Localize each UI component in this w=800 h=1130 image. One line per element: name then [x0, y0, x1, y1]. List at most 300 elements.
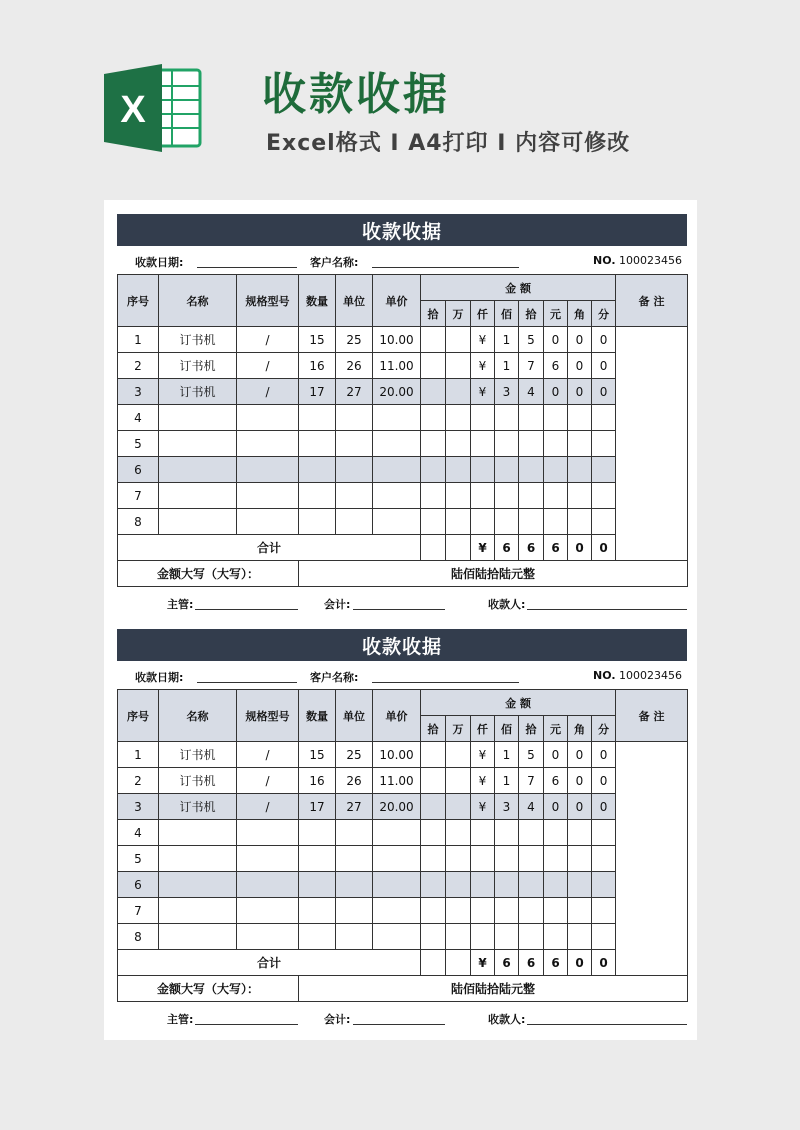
date-label: 收款日期: [135, 671, 184, 684]
cell-digit[interactable] [568, 820, 592, 846]
table-row [118, 820, 688, 846]
total-digit: 0 [568, 535, 592, 561]
cell-unit[interactable] [336, 820, 373, 846]
cell-digit[interactable] [568, 509, 592, 535]
cell-digit[interactable] [421, 768, 446, 794]
cell-qty[interactable] [299, 872, 336, 898]
cell-spec[interactable]: / [237, 353, 299, 379]
cell-digit[interactable] [592, 872, 616, 898]
cell-digit[interactable] [446, 353, 471, 379]
cell-price[interactable] [373, 509, 421, 535]
cell-seq: 4 [118, 405, 159, 431]
cell-unit[interactable]: 27 [336, 794, 373, 820]
cell-digit[interactable] [421, 794, 446, 820]
cell-unit[interactable] [336, 846, 373, 872]
cell-price[interactable] [373, 898, 421, 924]
cell-digit[interactable] [519, 872, 544, 898]
cell-digit[interactable] [471, 898, 495, 924]
cell-name[interactable] [159, 820, 237, 846]
cell-digit[interactable] [446, 872, 471, 898]
cell-digit[interactable] [495, 820, 519, 846]
col-header-qty: 数量 [299, 690, 336, 742]
cell-seq: 2 [118, 768, 159, 794]
cell-digit[interactable]: 0 [568, 327, 592, 353]
page-subtitle: Excel格式 I A4打印 I 内容可修改 [266, 131, 631, 156]
total-digit: 6 [544, 535, 568, 561]
cell-digit[interactable] [446, 742, 471, 768]
cell-digit[interactable]: 1 [495, 327, 519, 353]
customer-field[interactable] [372, 682, 519, 683]
cell-digit[interactable]: 3 [495, 794, 519, 820]
col-header-seq: 序号 [118, 275, 159, 327]
cell-digit[interactable] [421, 405, 446, 431]
cell-digit[interactable] [495, 872, 519, 898]
cell-qty[interactable] [299, 431, 336, 457]
cell-digit[interactable] [495, 457, 519, 483]
cell-spec[interactable]: / [237, 742, 299, 768]
digit-header: 仟 [471, 716, 495, 742]
total-digit: 6 [495, 950, 519, 976]
total-digit [421, 950, 446, 976]
col-header-unit: 单位 [336, 690, 373, 742]
cell-unit[interactable] [336, 483, 373, 509]
receipt-info-row [117, 661, 687, 689]
cell-spec[interactable] [237, 898, 299, 924]
cell-digit[interactable] [471, 483, 495, 509]
cell-name[interactable]: 订书机 [159, 327, 237, 353]
cell-digit[interactable] [544, 509, 568, 535]
cell-digit[interactable] [495, 846, 519, 872]
cell-qty[interactable]: 17 [299, 379, 336, 405]
cell-remark[interactable] [616, 742, 688, 976]
cell-digit[interactable] [519, 509, 544, 535]
cell-digit[interactable]: 0 [568, 768, 592, 794]
payee-field[interactable] [527, 1024, 687, 1025]
cell-digit[interactable]: ¥ [471, 794, 495, 820]
cell-digit[interactable] [544, 924, 568, 950]
cell-digit[interactable]: 0 [592, 794, 616, 820]
table-row [118, 924, 688, 950]
cell-unit[interactable]: 25 [336, 327, 373, 353]
receipt-table [117, 274, 688, 587]
cell-digit[interactable]: 7 [519, 768, 544, 794]
cell-digit[interactable]: 0 [568, 379, 592, 405]
cell-digit[interactable] [568, 457, 592, 483]
cell-unit[interactable]: 26 [336, 768, 373, 794]
cell-name[interactable] [159, 924, 237, 950]
cell-name[interactable] [159, 457, 237, 483]
no-label: NO. [593, 669, 616, 682]
cell-price[interactable] [373, 431, 421, 457]
cell-digit[interactable]: 1 [495, 742, 519, 768]
cell-qty[interactable] [299, 820, 336, 846]
cell-price[interactable]: 20.00 [373, 794, 421, 820]
cell-digit[interactable] [446, 327, 471, 353]
col-header-spec: 规格型号 [237, 275, 299, 327]
cell-remark[interactable] [616, 327, 688, 561]
cell-digit[interactable]: 4 [519, 794, 544, 820]
cell-digit[interactable]: ¥ [471, 379, 495, 405]
cell-price[interactable] [373, 405, 421, 431]
total-row [118, 950, 688, 976]
cell-digit[interactable] [495, 405, 519, 431]
accountant-label: 会计: [324, 598, 351, 611]
digit-header: 元 [544, 716, 568, 742]
cell-digit[interactable]: 7 [519, 353, 544, 379]
cell-digit[interactable] [446, 924, 471, 950]
digit-header: 拾 [519, 301, 544, 327]
total-digit: ¥ [471, 535, 495, 561]
cell-digit[interactable] [568, 431, 592, 457]
cell-digit[interactable] [446, 379, 471, 405]
cell-spec[interactable] [237, 846, 299, 872]
cell-name[interactable] [159, 872, 237, 898]
col-header-unit: 单位 [336, 275, 373, 327]
cell-qty[interactable]: 16 [299, 768, 336, 794]
cell-digit[interactable]: 0 [544, 379, 568, 405]
cell-digit[interactable]: 6 [544, 768, 568, 794]
total-digit [446, 950, 471, 976]
cell-digit[interactable]: 6 [544, 353, 568, 379]
cell-unit[interactable] [336, 405, 373, 431]
cell-qty[interactable]: 15 [299, 327, 336, 353]
cell-digit[interactable] [471, 820, 495, 846]
cell-digit[interactable] [471, 872, 495, 898]
col-header-amount: 金 额 [421, 275, 616, 301]
payee-label: 收款人: [488, 598, 526, 611]
digit-header: 仟 [471, 301, 495, 327]
cell-qty[interactable] [299, 483, 336, 509]
cell-digit[interactable] [421, 820, 446, 846]
cell-digit[interactable]: ¥ [471, 742, 495, 768]
table-row [118, 872, 688, 898]
cell-unit[interactable] [336, 457, 373, 483]
cell-digit[interactable] [446, 768, 471, 794]
cell-qty[interactable] [299, 898, 336, 924]
cell-seq: 3 [118, 379, 159, 405]
cell-seq: 6 [118, 457, 159, 483]
cell-digit[interactable] [592, 483, 616, 509]
cell-digit[interactable] [421, 327, 446, 353]
cell-seq: 8 [118, 924, 159, 950]
cell-digit[interactable]: 0 [592, 742, 616, 768]
cell-digit[interactable]: 0 [544, 742, 568, 768]
cell-digit[interactable] [544, 457, 568, 483]
cell-digit[interactable] [544, 820, 568, 846]
digit-header: 角 [568, 301, 592, 327]
no-value: 100023456 [619, 669, 682, 682]
cell-digit[interactable] [519, 846, 544, 872]
date-field[interactable] [197, 267, 297, 268]
cell-seq: 1 [118, 327, 159, 353]
cell-spec[interactable] [237, 405, 299, 431]
table-row [118, 898, 688, 924]
cell-digit[interactable] [421, 742, 446, 768]
cell-digit[interactable] [471, 924, 495, 950]
cell-digit[interactable] [421, 924, 446, 950]
total-digit: 0 [592, 950, 616, 976]
accountant-label: 会计: [324, 1013, 351, 1026]
customer-label: 客户名称: [310, 671, 359, 684]
digit-header: 拾 [519, 716, 544, 742]
cell-digit[interactable] [519, 898, 544, 924]
cell-price[interactable] [373, 872, 421, 898]
cell-digit[interactable] [495, 483, 519, 509]
excel-logo-icon [104, 60, 204, 156]
cell-spec[interactable]: / [237, 794, 299, 820]
cell-digit[interactable] [592, 924, 616, 950]
cell-digit[interactable]: ¥ [471, 353, 495, 379]
cell-digit[interactable] [421, 431, 446, 457]
digit-header: 万 [446, 716, 471, 742]
cell-digit[interactable] [446, 483, 471, 509]
cell-digit[interactable] [421, 483, 446, 509]
cell-digit[interactable] [544, 405, 568, 431]
cell-digit[interactable]: 0 [568, 742, 592, 768]
cell-digit[interactable]: ¥ [471, 327, 495, 353]
digit-header: 佰 [495, 301, 519, 327]
cell-price[interactable]: 20.00 [373, 379, 421, 405]
cell-qty[interactable]: 15 [299, 742, 336, 768]
cell-spec[interactable] [237, 924, 299, 950]
col-header-name: 名称 [159, 275, 237, 327]
cell-unit[interactable] [336, 924, 373, 950]
cell-digit[interactable] [471, 405, 495, 431]
cell-qty[interactable]: 17 [299, 794, 336, 820]
cell-digit[interactable]: 0 [592, 327, 616, 353]
cell-digit[interactable] [519, 483, 544, 509]
total-digit: 6 [519, 535, 544, 561]
cell-digit[interactable] [568, 405, 592, 431]
cell-digit[interactable] [592, 405, 616, 431]
total-digit: 0 [592, 535, 616, 561]
cell-digit[interactable] [421, 457, 446, 483]
customer-label: 客户名称: [310, 256, 359, 269]
cell-spec[interactable]: / [237, 327, 299, 353]
total-digit [446, 535, 471, 561]
table-row [118, 327, 688, 353]
col-header-remark: 备 注 [616, 275, 688, 327]
total-label: 合计 [118, 535, 421, 561]
cell-qty[interactable] [299, 846, 336, 872]
customer-field[interactable] [372, 267, 519, 268]
col-header-price: 单价 [373, 690, 421, 742]
cell-unit[interactable] [336, 898, 373, 924]
cell-digit[interactable] [421, 898, 446, 924]
cell-digit[interactable] [568, 924, 592, 950]
cell-digit[interactable] [544, 431, 568, 457]
cell-unit[interactable]: 27 [336, 379, 373, 405]
cell-price[interactable]: 10.00 [373, 327, 421, 353]
cell-digit[interactable] [544, 483, 568, 509]
cell-name[interactable]: 订书机 [159, 742, 237, 768]
cell-digit[interactable] [592, 820, 616, 846]
cell-digit[interactable]: 1 [495, 353, 519, 379]
cell-digit[interactable] [446, 405, 471, 431]
total-digit [421, 535, 446, 561]
cell-qty[interactable]: 16 [299, 353, 336, 379]
date-field[interactable] [197, 682, 297, 683]
cell-digit[interactable] [519, 457, 544, 483]
digit-header: 角 [568, 716, 592, 742]
cell-digit[interactable] [421, 872, 446, 898]
cell-digit[interactable] [592, 898, 616, 924]
cell-digit[interactable] [592, 509, 616, 535]
cell-unit[interactable]: 26 [336, 353, 373, 379]
cell-digit[interactable]: 5 [519, 327, 544, 353]
cell-price[interactable] [373, 483, 421, 509]
cell-name[interactable] [159, 483, 237, 509]
cell-digit[interactable] [592, 846, 616, 872]
cell-qty[interactable] [299, 924, 336, 950]
cell-spec[interactable]: / [237, 379, 299, 405]
cell-digit[interactable] [421, 379, 446, 405]
cell-digit[interactable] [568, 846, 592, 872]
cell-digit[interactable] [495, 898, 519, 924]
cell-qty[interactable] [299, 509, 336, 535]
cell-digit[interactable]: 0 [592, 353, 616, 379]
cell-digit[interactable]: 0 [544, 794, 568, 820]
table-row [118, 794, 688, 820]
cell-digit[interactable]: 0 [544, 327, 568, 353]
cell-digit[interactable] [519, 431, 544, 457]
cell-spec[interactable] [237, 509, 299, 535]
cell-digit[interactable] [471, 457, 495, 483]
cell-price[interactable] [373, 820, 421, 846]
cell-unit[interactable] [336, 431, 373, 457]
cell-spec[interactable] [237, 483, 299, 509]
cell-digit[interactable] [592, 457, 616, 483]
cell-name[interactable] [159, 846, 237, 872]
no-label: NO. [593, 254, 616, 267]
cell-price[interactable]: 10.00 [373, 742, 421, 768]
cell-digit[interactable] [519, 405, 544, 431]
cell-digit[interactable] [446, 820, 471, 846]
table-row [118, 768, 688, 794]
table-row [118, 379, 688, 405]
cell-spec[interactable] [237, 872, 299, 898]
cell-name[interactable]: 订书机 [159, 379, 237, 405]
cell-digit[interactable]: 1 [495, 768, 519, 794]
digit-header: 分 [592, 301, 616, 327]
cell-digit[interactable]: 0 [568, 794, 592, 820]
cell-price[interactable]: 11.00 [373, 768, 421, 794]
cell-digit[interactable] [568, 872, 592, 898]
cell-price[interactable] [373, 924, 421, 950]
cell-digit[interactable] [519, 820, 544, 846]
cell-digit[interactable] [519, 924, 544, 950]
cell-digit[interactable] [471, 509, 495, 535]
cell-unit[interactable] [336, 872, 373, 898]
capital-label: 金额大写（大写）： [118, 561, 299, 587]
cell-digit[interactable] [471, 846, 495, 872]
cell-digit[interactable]: 0 [568, 353, 592, 379]
cell-digit[interactable]: ¥ [471, 768, 495, 794]
cell-digit[interactable] [568, 483, 592, 509]
cell-name[interactable]: 订书机 [159, 353, 237, 379]
table-row [118, 742, 688, 768]
cell-digit[interactable] [495, 924, 519, 950]
payee-field[interactable] [527, 609, 687, 610]
cell-digit[interactable] [421, 846, 446, 872]
col-header-name: 名称 [159, 690, 237, 742]
cell-spec[interactable] [237, 431, 299, 457]
cell-name[interactable] [159, 509, 237, 535]
cell-spec[interactable] [237, 820, 299, 846]
accountant-field[interactable] [353, 609, 445, 610]
cell-digit[interactable] [544, 898, 568, 924]
cell-digit[interactable] [446, 898, 471, 924]
cell-seq: 2 [118, 353, 159, 379]
cell-price[interactable] [373, 846, 421, 872]
cell-name[interactable] [159, 431, 237, 457]
cell-spec[interactable] [237, 457, 299, 483]
cell-digit[interactable] [592, 431, 616, 457]
cell-digit[interactable] [471, 431, 495, 457]
capital-label: 金额大写（大写）： [118, 976, 299, 1002]
cell-qty[interactable] [299, 405, 336, 431]
manager-field[interactable] [195, 1024, 298, 1025]
cell-digit[interactable]: 3 [495, 379, 519, 405]
manager-field[interactable] [195, 609, 298, 610]
signature-row [117, 587, 687, 615]
cell-digit[interactable] [446, 794, 471, 820]
cell-digit[interactable] [421, 353, 446, 379]
cell-digit[interactable] [544, 846, 568, 872]
total-label: 合计 [118, 950, 421, 976]
cell-name[interactable] [159, 405, 237, 431]
cell-price[interactable]: 11.00 [373, 353, 421, 379]
date-label: 收款日期: [135, 256, 184, 269]
cell-digit[interactable] [446, 846, 471, 872]
capital-row [118, 561, 688, 587]
receipt-form-1 [117, 214, 687, 615]
cell-digit[interactable] [544, 872, 568, 898]
cell-seq: 4 [118, 820, 159, 846]
table-row [118, 353, 688, 379]
total-digit: ¥ [471, 950, 495, 976]
cell-spec[interactable]: / [237, 768, 299, 794]
cell-unit[interactable]: 25 [336, 742, 373, 768]
cell-digit[interactable]: 0 [592, 379, 616, 405]
cell-digit[interactable] [446, 431, 471, 457]
cell-name[interactable]: 订书机 [159, 768, 237, 794]
cell-qty[interactable] [299, 457, 336, 483]
total-digit: 6 [544, 950, 568, 976]
cell-price[interactable] [373, 457, 421, 483]
cell-digit[interactable] [421, 509, 446, 535]
cell-digit[interactable] [568, 898, 592, 924]
capital-value[interactable]: 陆佰陆拾陆元整 [299, 976, 688, 1002]
receipt-title: 收款收据 [117, 629, 687, 661]
cell-digit[interactable]: 5 [519, 742, 544, 768]
cell-unit[interactable] [336, 509, 373, 535]
cell-digit[interactable] [495, 431, 519, 457]
cell-digit[interactable]: 0 [592, 768, 616, 794]
cell-digit[interactable]: 4 [519, 379, 544, 405]
cell-digit[interactable] [446, 509, 471, 535]
cell-digit[interactable] [495, 509, 519, 535]
page-title: 收款收据 [262, 69, 450, 120]
accountant-field[interactable] [353, 1024, 445, 1025]
no-value: 100023456 [619, 254, 682, 267]
total-digit: 6 [495, 535, 519, 561]
cell-name[interactable] [159, 898, 237, 924]
total-row [118, 535, 688, 561]
cell-name[interactable]: 订书机 [159, 794, 237, 820]
capital-value[interactable]: 陆佰陆拾陆元整 [299, 561, 688, 587]
cell-digit[interactable] [446, 457, 471, 483]
